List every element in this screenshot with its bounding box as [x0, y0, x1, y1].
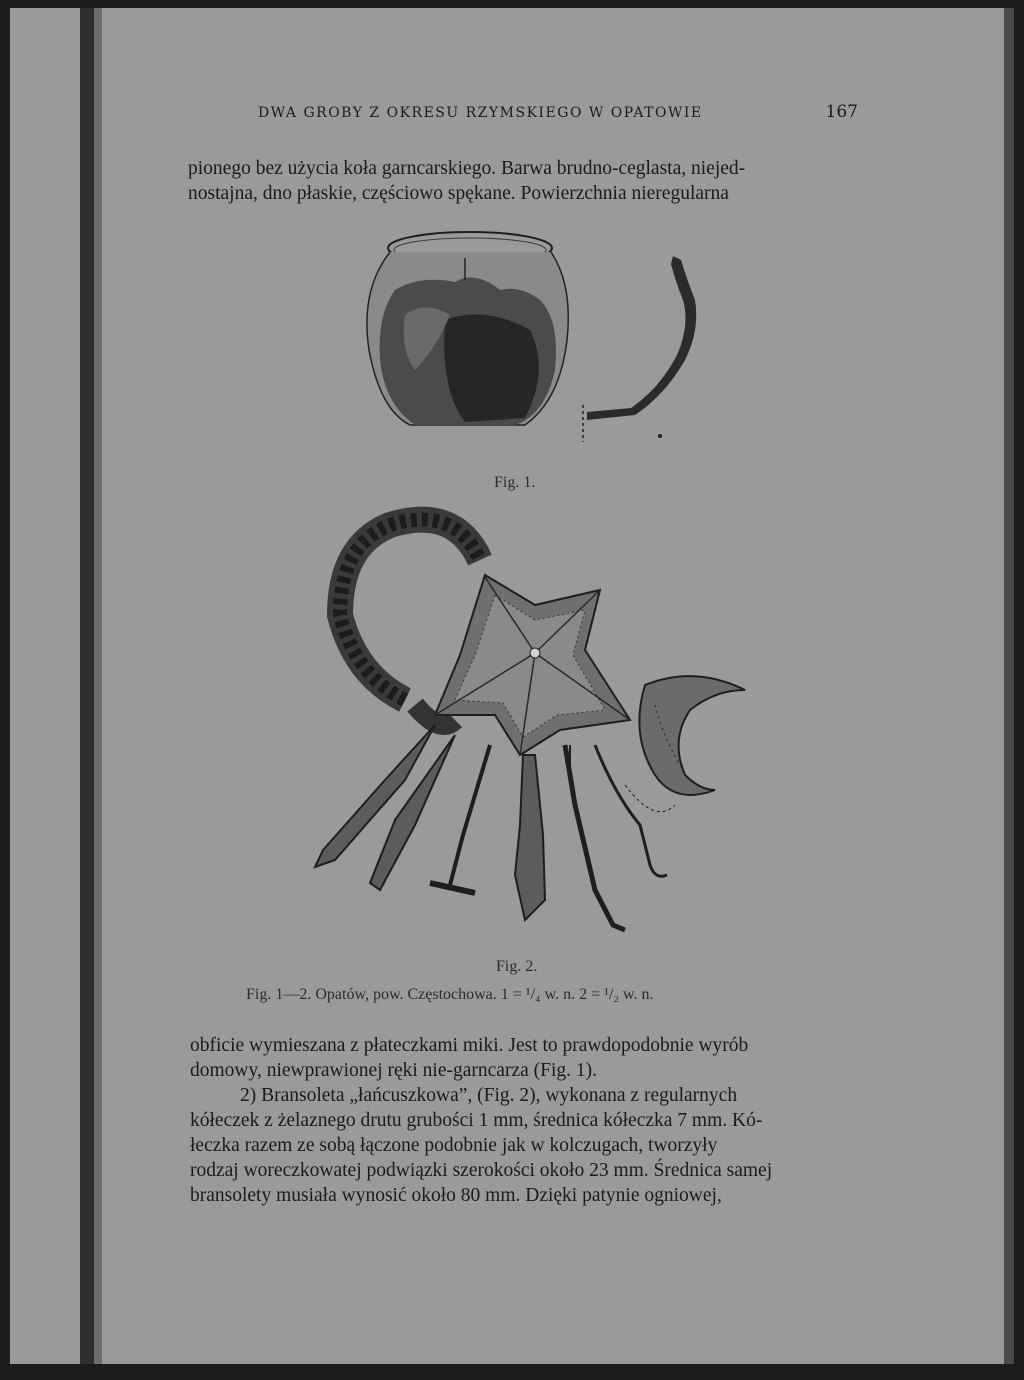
page-number: 167 [825, 102, 858, 122]
text-line: kółeczek z żelaznego drutu grubości 1 mm, średnica kółeczka 7 mm. Kó- [190, 1110, 763, 1131]
crescent-pendant [639, 676, 745, 795]
text-line: łeczka razem ze sobą łączone podobnie jak w kolczugach, tworzyły [190, 1135, 718, 1156]
pot-profile-section [583, 256, 696, 442]
star-plate [435, 575, 630, 755]
page-header [258, 102, 858, 122]
text-line: domowy, niewprawionej ręki nie-garncarza (Fig. 1). [190, 1060, 598, 1081]
hanging-tools [315, 725, 675, 930]
book-spine-shadow [80, 8, 94, 1364]
text-line: 2) Bransoleta „łańcuszkowa”, (Fig. 2), wykonana z regularnych [240, 1085, 738, 1106]
figures-combined-caption: Fig. 1—2. Opatów, pow. Częstochowa. 1 = ¹/₄ w. n. 2 = ¹/₂ w. n. [246, 986, 654, 1003]
pot-illustration [367, 232, 568, 425]
text-line: obficie wymieszana z płateczkami miki. Jest to prawdopodobnie wyrób [190, 1035, 749, 1056]
running-head: DWA GROBY Z OKRESU RZYMSKIEGO W OPATOWIE [258, 105, 703, 121]
figure-2-caption: Fig. 2. [496, 958, 538, 975]
text-line: pionego bez użycia koła garncarskiego. Barwa brudno-ceglasta, niejed- [188, 158, 746, 179]
figure-2-bracelet [295, 505, 765, 945]
figure-1-pot [355, 220, 715, 460]
page-edge-shadow [1004, 8, 1014, 1364]
book-spine-edge [94, 8, 102, 1364]
text-line: bransolety musiała wynosić około 80 mm. Dzięki patynie ogniowej, [190, 1185, 722, 1206]
figure-1-caption: Fig. 1. [494, 474, 536, 491]
text-line: rodzaj woreczkowatej podwiązki szerokości około 23 mm. Średnica samej [190, 1160, 773, 1181]
text-line: nostajna, dno płaskie, częściowo spękane. Powierzchnia nieregularna [188, 183, 729, 204]
